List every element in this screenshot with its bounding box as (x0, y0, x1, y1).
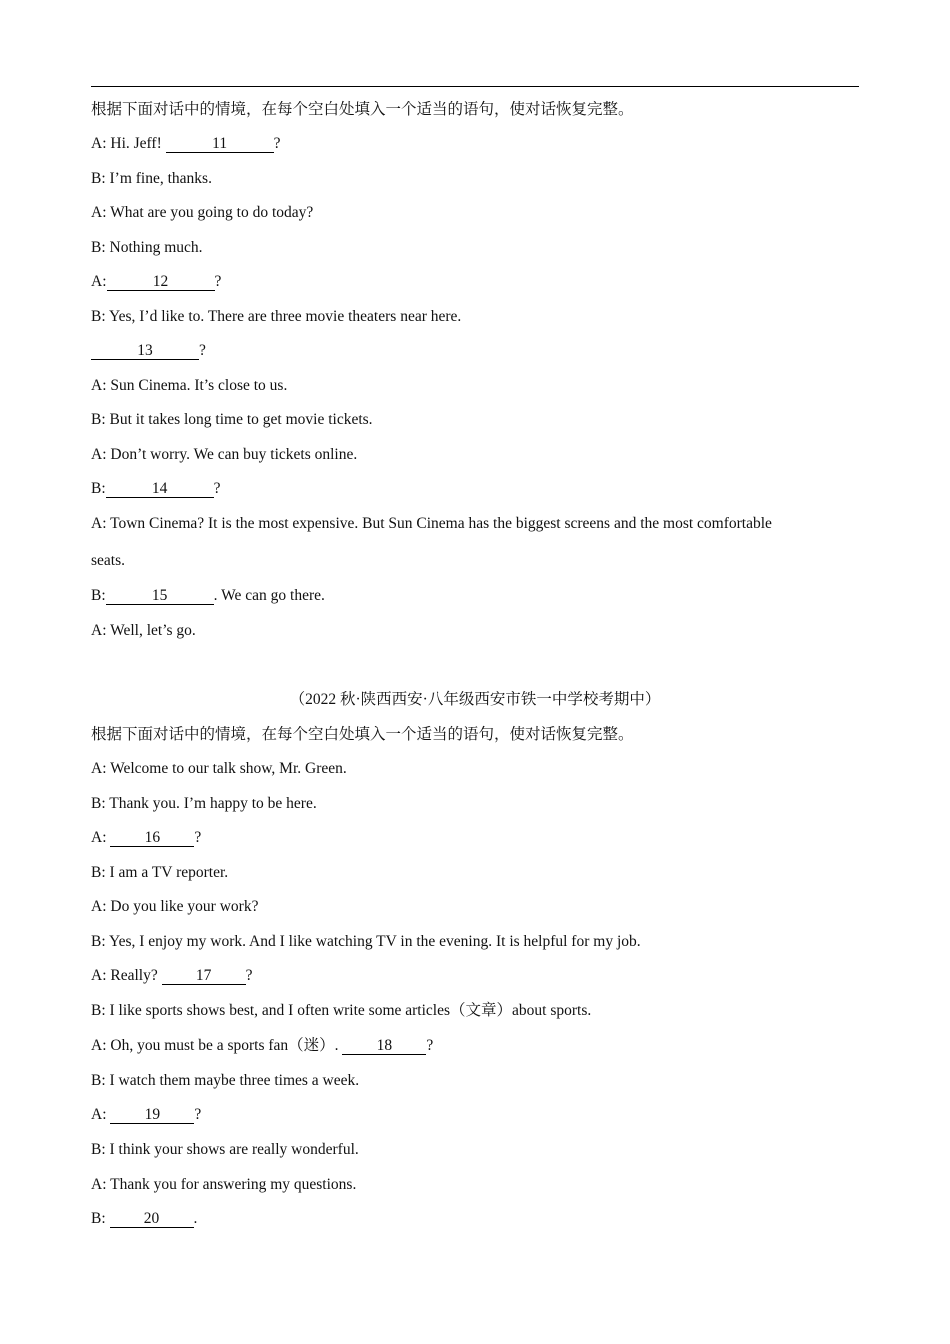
dialogue-line: A: Well, let’s go. (91, 622, 196, 639)
answer-blank-11[interactable]: 11 (166, 136, 274, 153)
dialogue-line: B: 15 . We can go there. (91, 587, 325, 604)
answer-blank-17[interactable]: 17 (162, 968, 246, 985)
dialogue-line: A: Don’t worry. We can buy tickets online. (91, 446, 358, 463)
dialogue-line: A: Welcome to our talk show, Mr. Green. (91, 760, 347, 777)
dialogue-line: seats. (91, 552, 126, 569)
dialogue-line: B: I am a TV reporter. (91, 864, 229, 881)
dialogue-line: B: 20 . (91, 1210, 198, 1227)
question-source: （2022 秋·陕西西安·八年级西安市铁一中学校考期中） (289, 691, 661, 708)
answer-blank-14[interactable]: 14 (106, 481, 214, 498)
dialogue-line: A: Oh, you must be a sports fan（迷）. 18 ? (91, 1037, 434, 1054)
dialogue-line: A: 16 ? (91, 829, 202, 846)
answer-blank-20[interactable]: 20 (110, 1211, 194, 1228)
dialogue-line: B: But it takes long time to get movie tickets. (91, 411, 373, 428)
section1-instruction: 根据下面对话中的情境，在每个空白处填入一个适当的语句，使对话恢复完整。 (91, 101, 634, 118)
answer-blank-15[interactable]: 15 (106, 588, 214, 605)
dialogue-line: B: I think your shows are really wonderful. (91, 1141, 359, 1158)
dialogue-line: B: Nothing much. (91, 239, 203, 256)
header-rule (91, 86, 859, 87)
dialogue-line: A: Sun Cinema. It’s close to us. (91, 377, 288, 394)
dialogue-line: A: Do you like your work? (91, 898, 259, 915)
dialogue-line: A: Really? 17 ? (91, 967, 253, 984)
dialogue-line: A: Hi. Jeff! 11 ? (91, 135, 281, 152)
dialogue-line: B: I like sports shows best, and I often write some articles（文章）about sports. (91, 1002, 592, 1019)
dialogue-line: B: Yes, I enjoy my work. And I like watching TV in the evening. It is helpful for my job. (91, 933, 641, 950)
dialogue-line: B: 14 ? (91, 480, 221, 497)
dialogue-line: B: I watch them maybe three times a week. (91, 1072, 360, 1089)
dialogue-line: B: I’m fine, thanks. (91, 170, 212, 187)
dialogue-line: A: What are you going to do today? (91, 204, 314, 221)
answer-blank-19[interactable]: 19 (110, 1107, 194, 1124)
dialogue-line: B: Yes, I’d like to. There are three movie theaters near here. (91, 308, 462, 325)
section2-instruction: 根据下面对话中的情境，在每个空白处填入一个适当的语句，使对话恢复完整。 (91, 726, 634, 743)
answer-blank-16[interactable]: 16 (110, 830, 194, 847)
dialogue-line: A: 12 ? (91, 273, 222, 290)
answer-blank-12[interactable]: 12 (107, 274, 215, 291)
dialogue-line: A: Thank you for answering my questions. (91, 1176, 357, 1193)
answer-blank-18[interactable]: 18 (342, 1038, 426, 1055)
dialogue-line: A: Town Cinema? It is the most expensive. But Sun Cinema has the biggest screens and the most comfortable (91, 515, 772, 532)
dialogue-line: A: 19 ? (91, 1106, 202, 1123)
dialogue-line: 13 ? (91, 341, 206, 361)
dialogue-line: B: Thank you. I’m happy to be here. (91, 795, 317, 812)
answer-blank-13[interactable]: 13 (91, 343, 199, 360)
